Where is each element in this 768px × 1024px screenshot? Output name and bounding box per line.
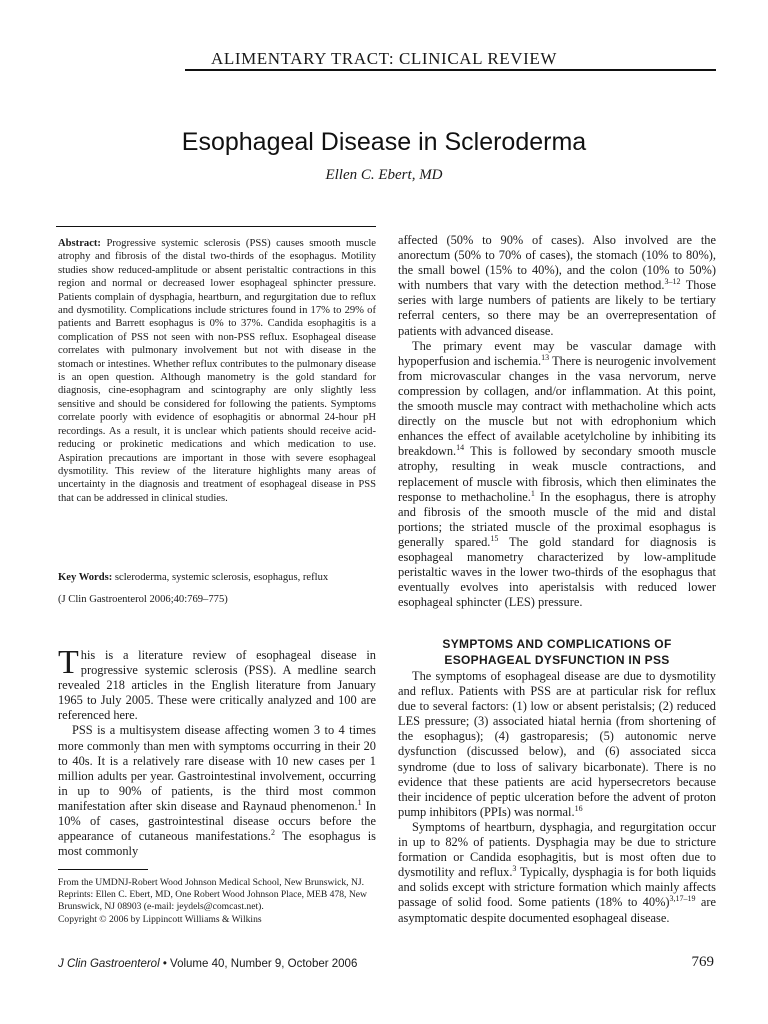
footnote-rule: [58, 869, 148, 870]
intro-paragraph-2: PSS is a multisystem disease affecting women 3 to 4 times more commonly than men with symptoms occurring in their 20 to 40s. It is a relatively rare disease with 10 new cases per 1 million adults per year. Gastrointestinal involvement, occurring in up to 90% of patients, is the third most common manifestation after skin disease and Raynaud phenomenon.: [58, 723, 376, 813]
right-column-body: [398, 233, 716, 610]
page-number: 769: [691, 954, 714, 970]
symptoms-section: [398, 669, 716, 926]
pathogenesis-text-d: In the esophagus, there is atrophy and fibrosis of the smooth muscle of the mid and distal portions; the striated muscle of the proximal esophagus is generally spared.: [398, 489, 717, 549]
footnote-reprints: Reprints: Ellen C. Ebert, MD, One Robert Wood Johnson Place, MEB 478, New Brunswick, NJ 08903 (e-mail: jeydels@comcast.net).: [58, 889, 367, 913]
journal-name: J Clin Gastroenterol: [58, 958, 160, 970]
ref-2[interactable]: 2: [271, 828, 276, 837]
symptoms-paragraph-2b: Typically, dysphagia is for both liquids and solids except with stricture formation which mainly affects passage of solid food. Some patients (18% to 40%): [398, 865, 716, 910]
footnotes: [58, 877, 376, 926]
header-rule: [185, 69, 716, 71]
abstract-rule: [56, 226, 376, 227]
drop-cap: T: [58, 644, 79, 681]
citation: (J Clin Gastroenterol 2006;40:769–775): [58, 594, 228, 605]
symptoms-paragraph-1: The symptoms of esophageal disease are due to dysmotility and reflux. Patients with PSS are at particular risk for reflux due to several factors: (1) low or absent peristalsis; (2) reduced LES pressure; (3) associated hiatal hernia (from shortening of the esophagus); (4) gastroparesis; (5) autonomic nerve dysfunction (discussed below), and (6) associated sicca syndrome (due to loss of salivary bicarbonate). There is no evidence that these patients are acid hypersecretors because their incidence of peptic ulceration before the advent of proton pump inhibitors (PPIs) was normal.: [398, 669, 716, 819]
ref-15[interactable]: 15: [490, 533, 499, 543]
footnote-copyright: Copyright © 2006 by Lippincott Williams & Wilkins: [58, 913, 262, 925]
keywords-text: scleroderma, systemic sclerosis, esophagus, reflux: [114, 572, 329, 583]
ref-1[interactable]: 1: [357, 797, 362, 807]
section-heading: [398, 636, 716, 668]
symptoms-paragraph-2c: are asymptomatic despite documented esophageal disease.: [398, 895, 716, 925]
pathogenesis-text-c: This is followed by secondary smooth muscle atrophy, resulting in weak muscle contractions, and replacement of muscle with fibrosis, which then eliminates the response to methacholine.: [398, 444, 716, 504]
ref-3-17-19[interactable]: 3,17–19: [669, 894, 696, 904]
footnote-affiliation: From the UMDNJ-Robert Wood Johnson Medical School, New Brunswick, NJ.: [58, 877, 365, 888]
pathogenesis-text-b: There is neurogenic involvement from microvascular changes in the vasa nervorum, nerve compression by collagen, and/or inflammation. At this point, the smooth muscle may contract with methacholine which acts directly on the muscle but not with edrophonium which enhances the effect of available acetylcholine by inhibiting its breakdown.: [398, 353, 716, 459]
continued-text-2: Those series with large numbers of patients are likely to be tertiary referral centers, so there may be an overrepresentation of patients with advanced disease.: [398, 278, 717, 338]
abstract: [58, 237, 376, 505]
pathogenesis-text-e: The gold standard for diagnosis is esophageal manometry characterized by low-amplitude peristaltic waves in the lower two-thirds of the esophagus that eventually evolves into aperistalsis with reduced lower esophageal sphincter (LES) pressure.: [398, 534, 716, 610]
abstract-text: Progressive systemic sclerosis (PSS) causes smooth muscle atrophy and fibrosis of the distal two-thirds of the esophagus. Motility studies show reduced-amplitude or absent peristaltic contractions in this region and normal or decreased lower esophageal sphincter pressure. Patients complain of dysphagia, heartburn, and regurgitation due to reflux and dysmotility. Complications include strictures found in 17% to 29% of patients and Barrett esophagus is 0% to 37%. Candida esophagitis is a complication of PSS not seen with non-PSS reflux. Esophageal disease correlates with pulmonary involvement but not with disease in the stomach or intestines. Whether reflux contributes to the pulmonary disease is an open question. Although manometry is the gold standard for diagnosis, cine-esophagram and scintography are only slightly less sensitive and should be considered for following the patients. Symptoms correlate poorly with evidence of esophagitis or abnormal 24-hour pH recordings. As a result, it is unclear which patients should receive acid-reducing or prokinetic medications and which medication to use. Aspiration precautions are important in those with severe esophageal dysmotility. This review of the literature highlights many areas of uncertainty in the diagnosis and treatment of esophageal disease in PSS that can be addressed in clinical studies.: [58, 238, 376, 504]
keywords-label: Key Words:: [58, 572, 113, 583]
section-header: ALIMENTARY TRACT: CLINICAL REVIEW: [210, 49, 558, 68]
intro-paragraph-2c: The esophagus is most commonly: [58, 829, 377, 859]
keywords: [58, 571, 376, 584]
intro-paragraph-2b: In 10% of cases, gastrointestinal disease occurs before the appearance of cutaneous manifestations.: [58, 798, 377, 844]
journal-issue: • Volume 40, Number 9, October 2006: [159, 958, 358, 970]
footer-journal: [58, 958, 357, 970]
section-heading-line-1: SYMPTOMS AND COMPLICATIONS OF: [442, 637, 672, 651]
article-title: Esophageal Disease in Scleroderma: [181, 128, 587, 156]
introduction: [58, 644, 377, 859]
pathogenesis-paragraph: The primary event may be vascular damage with hypoperfusion and ischemia.: [398, 338, 716, 368]
intro-paragraph-1: his is a literature review of esophageal disease in progressive systemic sclerosis (PSS). A medline search revealed 218 articles in the English literature from January 1965 to July 2005. These were critically analyzed and 100 are referenced here.: [58, 648, 376, 723]
symptoms-paragraph-2: Symptoms of heartburn, dysphagia, and regurgitation occur in up to 82% of patients. Dysphagia may be due to stricture formation or Candida esophagitis, but is most often due to dysmotility and reflux.: [398, 819, 716, 880]
ref-14[interactable]: 14: [456, 443, 465, 453]
section-heading-line-2: ESOPHAGEAL DYSFUNCTION IN PSS: [444, 653, 670, 667]
ref-3-12[interactable]: 3–12: [664, 277, 681, 287]
abstract-label: Abstract:: [58, 238, 101, 249]
ref-3[interactable]: 3: [512, 864, 517, 874]
continued-text: affected (50% to 90% of cases). Also involved are the anorectum (50% to 70% of cases), the stomach (10% to 80%), the small bowel (15% to 40%), and the colon (10% to 50%) with numbers that vary with the detection method.: [398, 233, 716, 293]
ref-13[interactable]: 13: [541, 352, 550, 362]
article-author: Ellen C. Ebert, MD: [325, 167, 443, 183]
ref-16[interactable]: 16: [574, 803, 583, 813]
ref-1b[interactable]: 1: [530, 488, 535, 498]
